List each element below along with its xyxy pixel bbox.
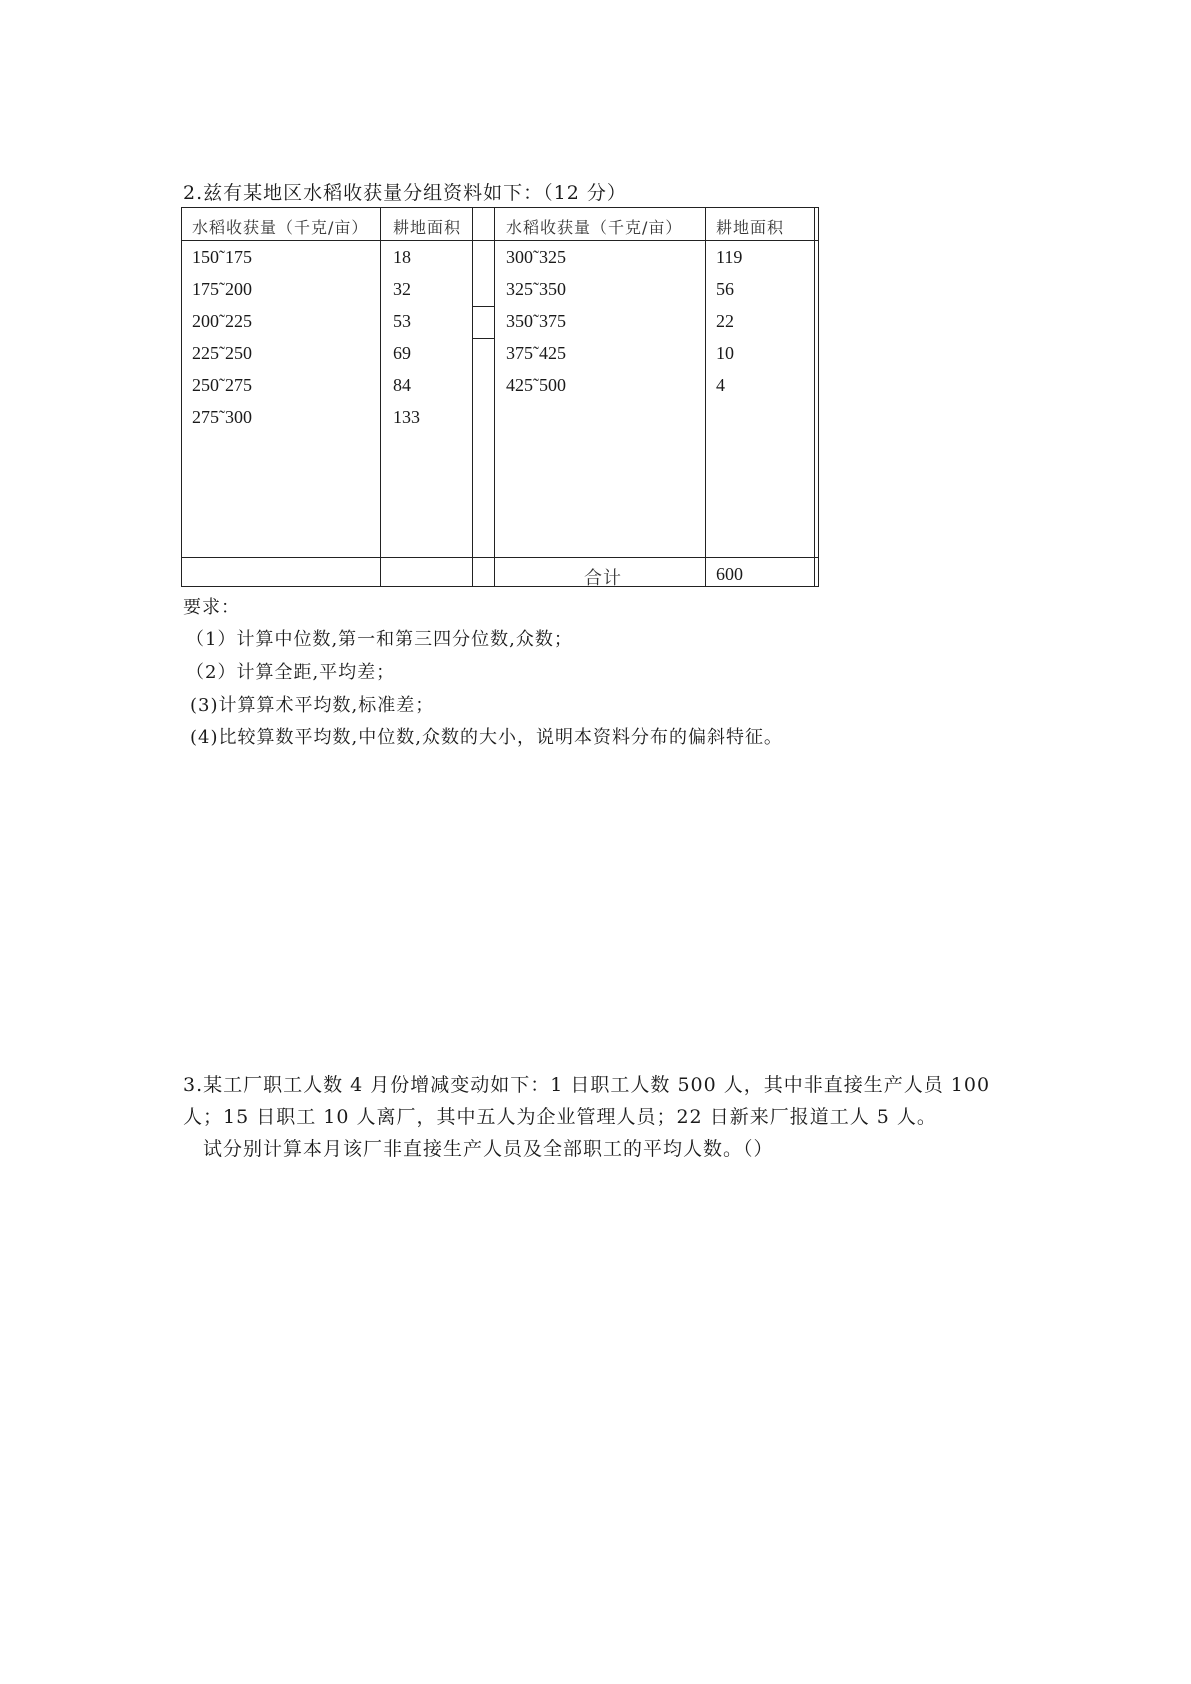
table-double-border [814,208,815,586]
right-area: 56 [716,279,734,299]
left-area: 84 [393,375,411,395]
col-divider [494,208,495,586]
requirement-item: （2）计算全距,平均差； [186,662,396,683]
header-left-yield: 水稻收获量（千克/亩） [192,218,369,237]
rice-yield-table [181,207,819,587]
left-range: 200˜225 [192,311,252,331]
right-range: 300˜325 [506,247,566,267]
right-area: 4 [716,375,725,395]
requirement-item: （1）计算中位数,第一和第三四分位数,众数； [186,629,573,650]
narrow-col-divider [472,306,494,307]
total-label: 合计 [584,568,622,589]
question-3-line: 人；15 日职工 10 人离厂，其中五人为企业管理人员；22 日新来厂报道工人 5 人。 [183,1106,937,1128]
left-area: 53 [393,311,411,331]
left-range: 225˜250 [192,343,252,363]
right-area: 10 [716,343,734,363]
right-area: 119 [716,247,743,267]
left-area: 32 [393,279,411,299]
requirements-heading: 要求： [183,597,240,618]
question-2-title: 2.兹有某地区水稻收获量分组资料如下：（12 分） [183,182,627,204]
header-right-area: 耕地面积 [716,218,785,237]
requirement-item: (4)比较算数平均数,中位数,众数的大小，说明本资料分布的偏斜特征。 [190,727,783,748]
right-area: 22 [716,311,734,331]
right-range: 325˜350 [506,279,566,299]
col-divider [705,208,706,586]
left-range: 275˜300 [192,407,252,427]
left-area: 18 [393,247,411,267]
header-left-area: 耕地面积 [393,218,462,237]
left-range: 250˜275 [192,375,252,395]
right-range: 425˜500 [506,375,566,395]
total-row-divider [182,557,818,558]
left-range: 150˜175 [192,247,252,267]
header-divider [182,240,818,241]
left-area: 133 [393,407,420,427]
question-3-line: 试分别计算本月该厂非直接生产人员及全部职工的平均人数。（） [203,1138,774,1160]
requirement-item: (3)计算算术平均数,标准差； [190,695,435,716]
col-divider [380,208,381,586]
left-range: 175˜200 [192,279,252,299]
total-value: 600 [716,564,743,584]
question-3-line: 3.某工厂职工人数 4 月份增减变动如下：1 日职工人数 500 人，其中非直接生产人员 100 [183,1074,991,1096]
header-right-yield: 水稻收获量（千克/亩） [506,218,683,237]
right-range: 375˜425 [506,343,566,363]
col-divider [472,208,473,586]
narrow-col-divider [472,338,494,339]
left-area: 69 [393,343,411,363]
right-range: 350˜375 [506,311,566,331]
